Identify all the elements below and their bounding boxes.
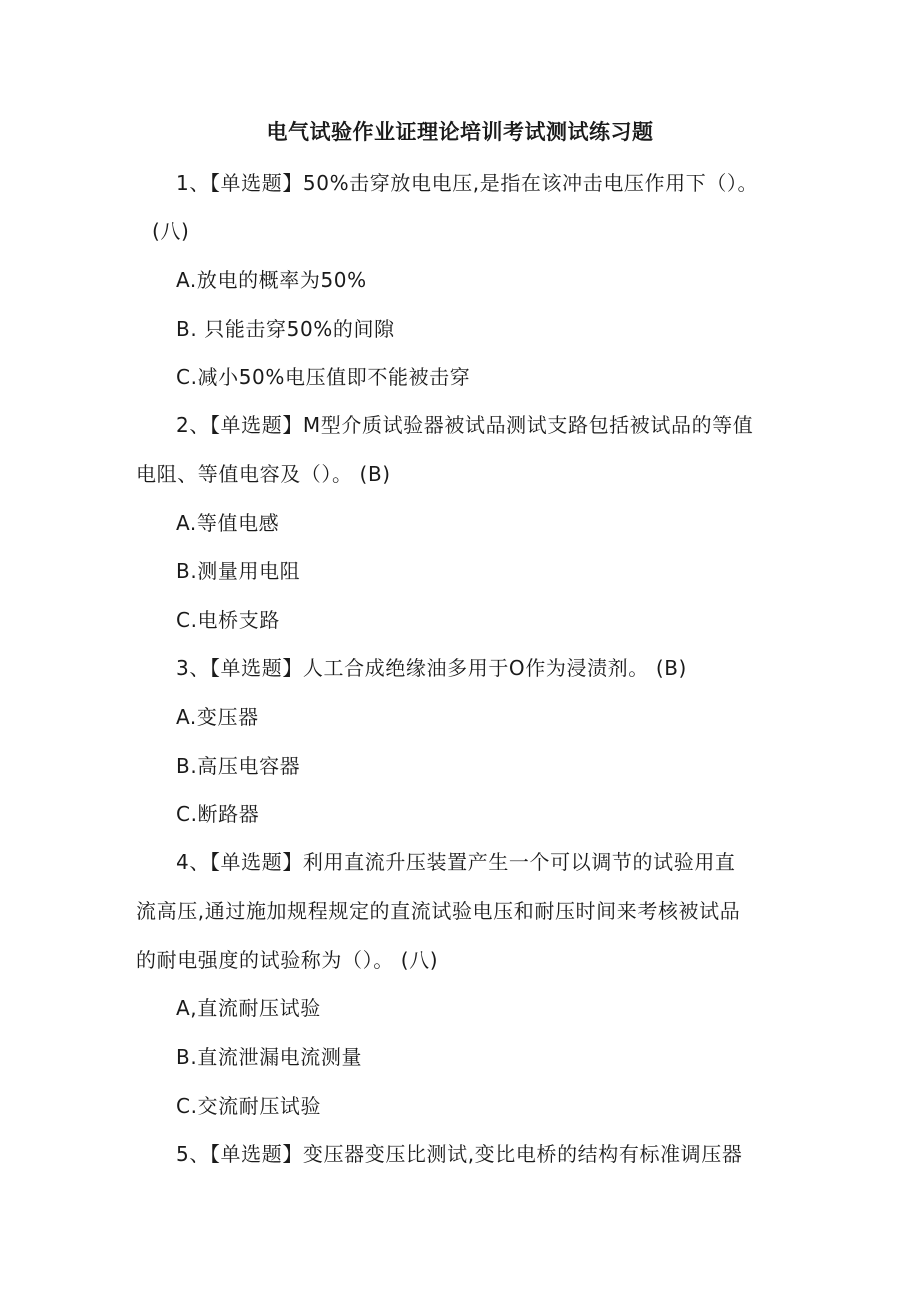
question-4-text-cont-2: 的耐电强度的试验称为（）。 (八) [136,948,439,972]
question-2-option-a: A.等值电感 [176,511,280,535]
question-3-option-a: A.变压器 [176,705,259,729]
question-2-text: 2、【单选题】M型介质试验器被试品测试支路包括被试品的等值 [176,413,754,437]
question-2-text-cont: 电阻、等值电容及（）。 (B) [136,462,391,486]
question-4-text: 4、【单选题】利用直流升压装置产生一个可以调节的试验用直 [176,850,736,874]
question-5-text: 5、【单选题】变压器变压比测试,变比电桥的结构有标准调压器 [176,1142,743,1166]
question-3-option-c: C.断路器 [176,802,260,826]
question-4-option-c: C.交流耐压试验 [176,1094,322,1118]
question-1-option-a: A.放电的概率为50% [176,268,367,292]
question-2-option-c: C.电桥支路 [176,608,280,632]
question-3-text: 3、【单选题】人工合成绝缘油多用于O作为浸渍剂。 (B) [176,656,687,680]
question-1-answer: (八) [152,219,190,243]
question-3-option-b: B.高压电容器 [176,754,301,778]
question-4-text-cont-1: 流高压,通过施加规程规定的直流试验电压和耐压时间来考核被试品 [136,899,741,923]
document-title: 电气试验作业证理论培训考试测试练习题 [266,120,654,144]
question-1-text: 1、【单选题】50%击穿放电电压,是指在该冲击电压作用下（）。 [176,171,759,195]
question-4-option-a: A,直流耐压试验 [176,996,321,1020]
question-2-option-b: B.测量用电阻 [176,559,301,583]
question-1-option-c: C.减小50%电压值即不能被击穿 [176,365,471,389]
question-4-option-b: B.直流泄漏电流测量 [176,1045,363,1069]
question-1-option-b: B. 只能击穿50%的间隙 [176,317,395,341]
